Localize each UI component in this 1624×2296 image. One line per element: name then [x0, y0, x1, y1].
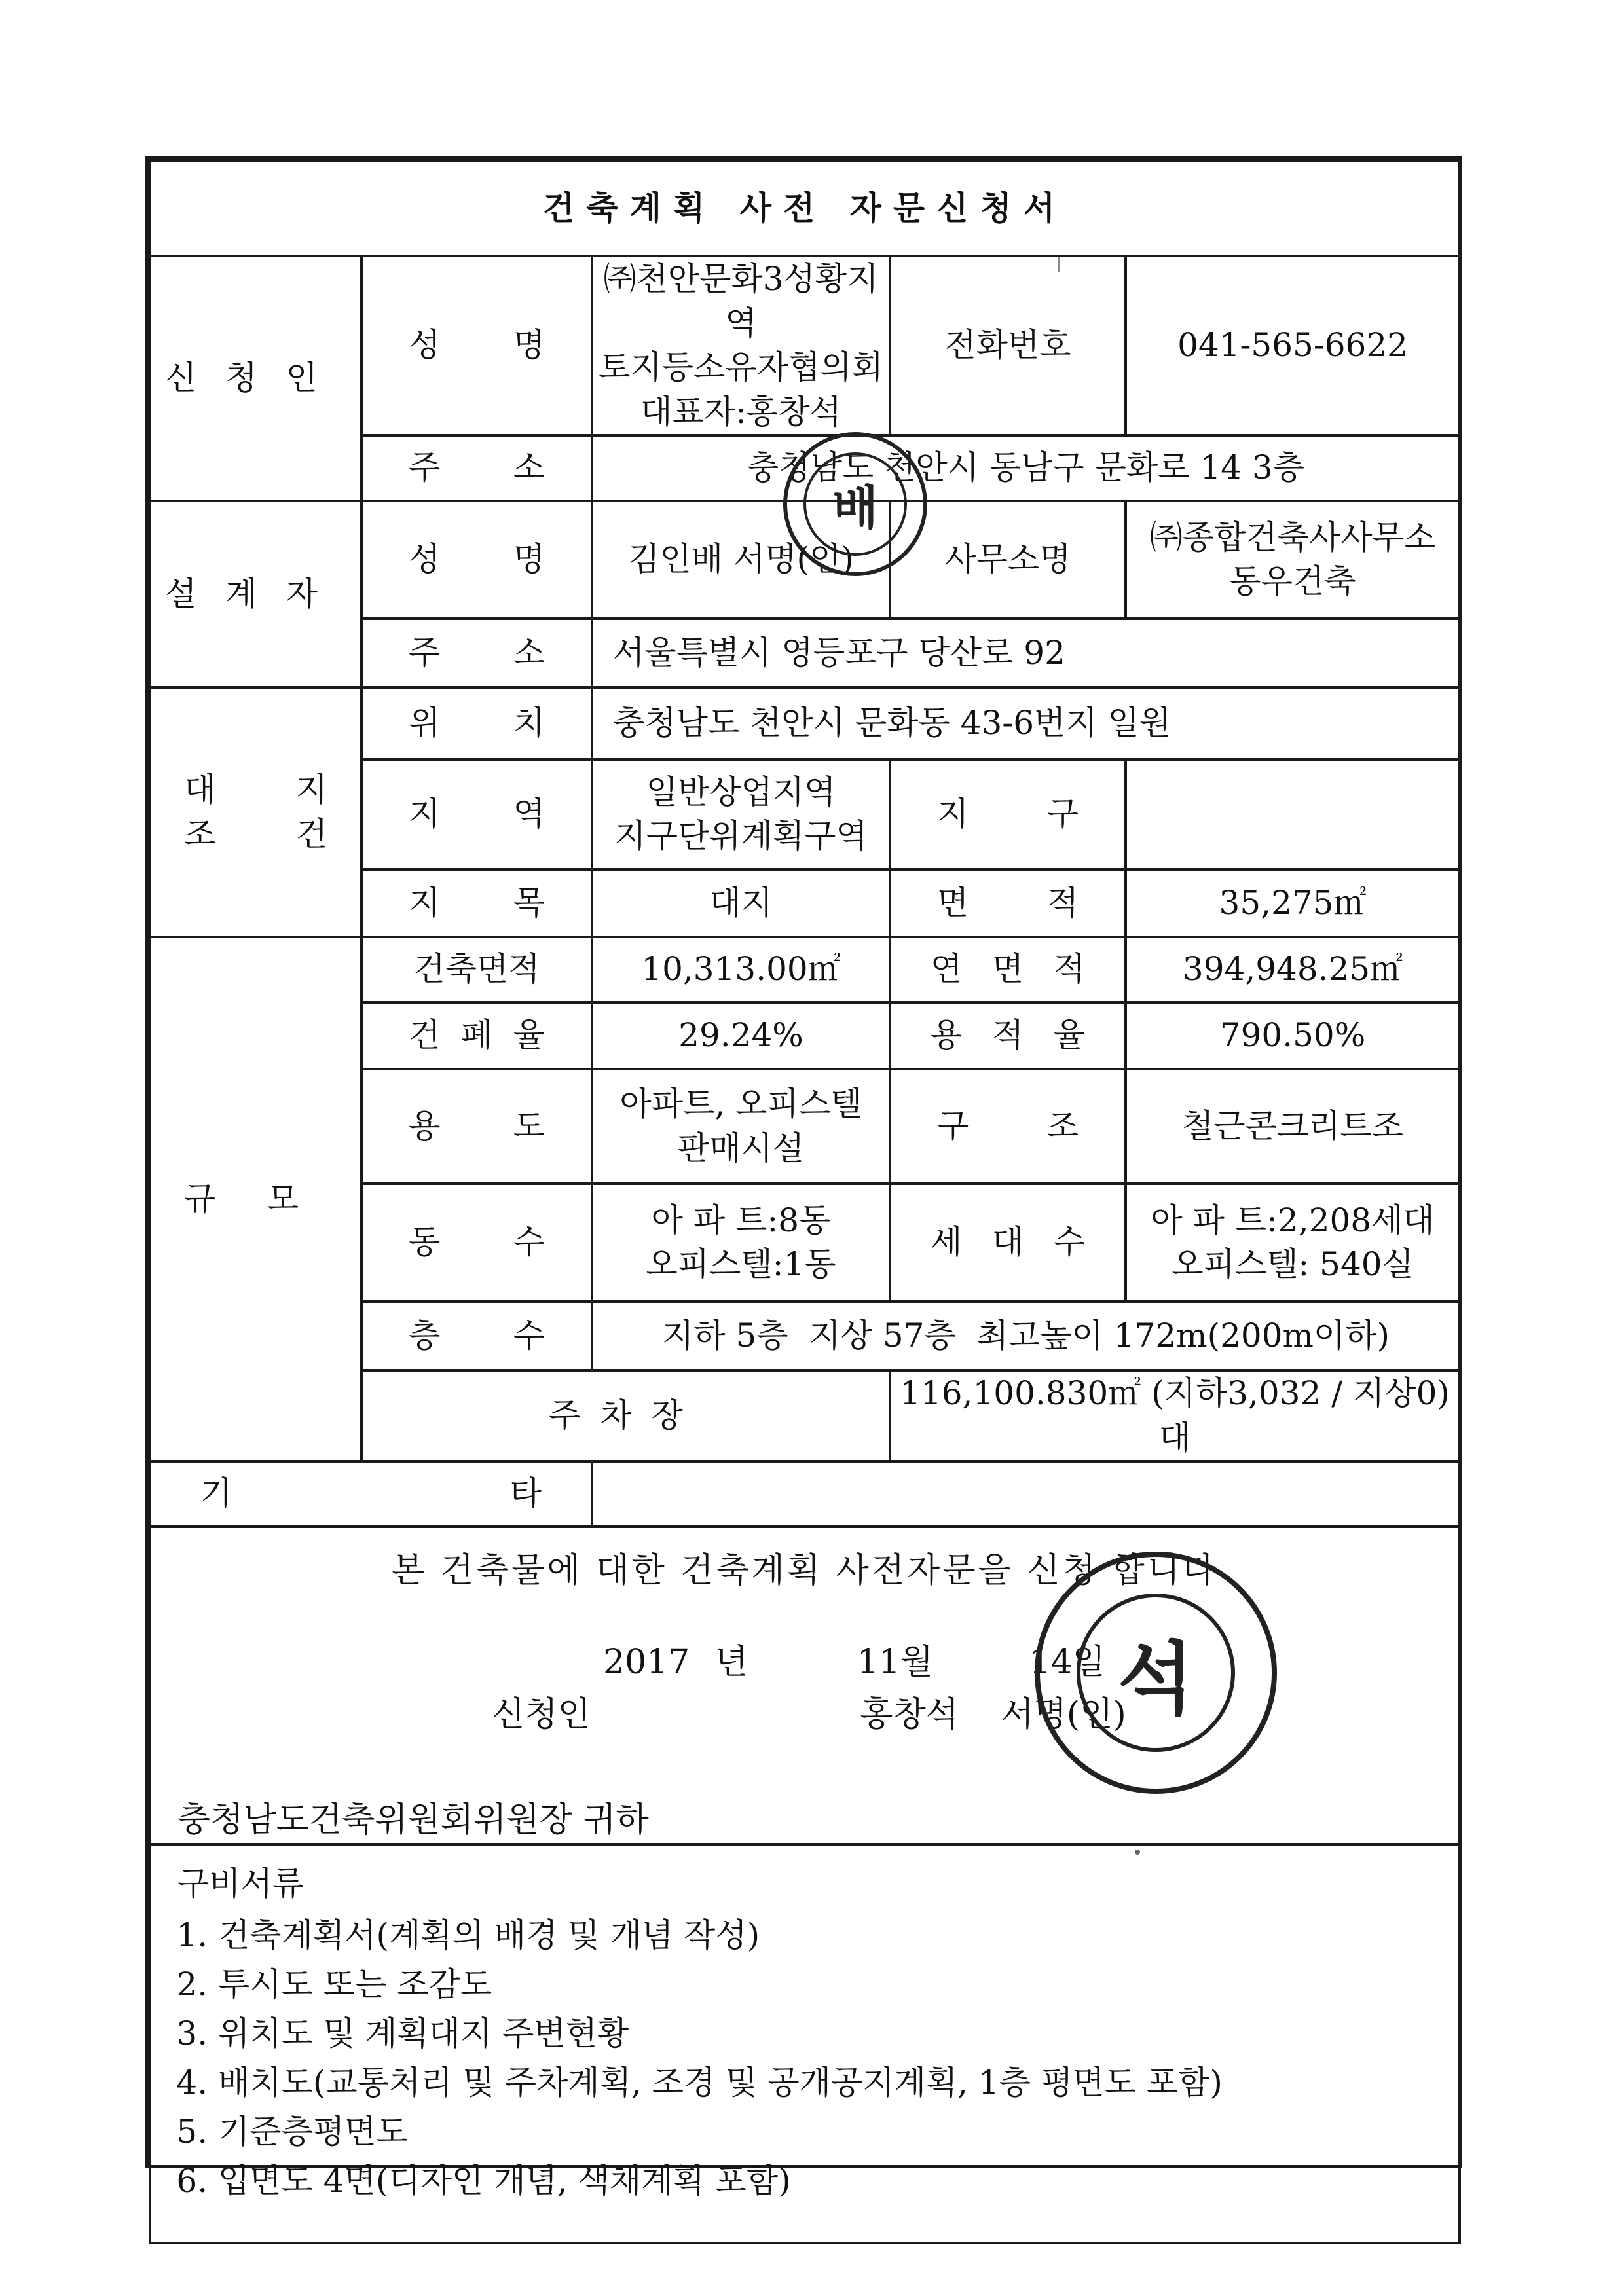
site-area: 35,275㎡ [1126, 869, 1460, 937]
applicant-phone-label: 전화번호 [890, 256, 1126, 435]
applicant-phone: 041-565-6622 [1126, 256, 1460, 435]
documents-heading: 구비서류 [177, 1864, 304, 1903]
buildings: 아 파 트:8동 오피스텔:1동 [592, 1184, 890, 1302]
parking-label: 주차장 [361, 1370, 890, 1461]
designer-seal-stamp [783, 432, 927, 576]
list-item: 4. 배치도(교통처리 및 주차계획, 조경 및 공개공지계획, 1층 평면도 포함) [218, 2058, 1432, 2107]
floors-label: 층 수 [361, 1302, 592, 1370]
parking-value: 116,100.830㎡ (지하3,032 / 지상0)대 [890, 1370, 1460, 1461]
applicant-name: ㈜천안문화3성황지역 토지등소유자협의회 대표자:홍창석 [592, 256, 890, 435]
applicant-category: 신청인 [150, 256, 361, 501]
site-location: 충청남도 천안시 문화동 43-6번지 일원 [592, 687, 1460, 759]
site-district [1126, 759, 1460, 869]
buildings-label: 동 수 [361, 1184, 592, 1302]
designer-category: 설계자 [150, 501, 361, 687]
site-zone: 일반상업지역 지구단위계획구역 [592, 759, 890, 869]
building-area: 10,313.00㎡ [592, 937, 890, 1002]
list-item: 1. 건축계획서(계획의 배경 및 개념 작성) [218, 1911, 1432, 1960]
scale-category: 규 모 [150, 937, 361, 1461]
applicant-address: 충청남도 천안시 동남구 문화로 14 3층 [592, 435, 1460, 501]
list-item: 3. 위치도 및 계획대지 주변현황 [218, 2009, 1432, 2058]
use: 아파트, 오피스텔 판매시설 [592, 1069, 890, 1184]
list-item: 5. 기준층평면도 [218, 2107, 1432, 2157]
designer-address: 서울특별시 영등포구 당산로 92 [592, 619, 1460, 687]
applicant-name-label: 성 명 [361, 256, 592, 435]
designer-office: ㈜종합건축사사무소 동우건축 [1126, 501, 1460, 619]
site-landcat: 대지 [592, 869, 890, 937]
designer-address-label: 주 소 [361, 619, 592, 687]
far-label: 용 적 율 [890, 1002, 1126, 1069]
coverage-label: 건 폐 율 [361, 1002, 592, 1069]
scan-speck [1058, 257, 1060, 272]
structure: 철근콘크리트조 [1126, 1069, 1460, 1184]
declaration-addressee: 충청남도건축위원회위원장 귀하 [177, 1800, 649, 1840]
total-area: 394,948.25㎡ [1126, 937, 1460, 1002]
households: 아 파 트:2,208세대 오피스텔: 540실 [1126, 1184, 1460, 1302]
list-item: 6. 입면도 4면(디자인 개념, 색채계획 포함) [218, 2157, 1432, 2206]
required-documents [150, 1844, 1460, 2243]
applicant-address-label: 주 소 [361, 435, 592, 501]
declaration-applicant: 신청인 홍창석 서명(인) [492, 1695, 1126, 1735]
site-area-label: 면 적 [890, 869, 1126, 937]
other-value [592, 1461, 1460, 1527]
site-landcat-label: 지 목 [361, 869, 592, 937]
documents-list [177, 1911, 1432, 2206]
use-label: 용 도 [361, 1069, 592, 1184]
structure-label: 구 조 [890, 1069, 1126, 1184]
applicant-seal-center: 석 [1077, 1594, 1235, 1752]
households-label: 세 대 수 [890, 1184, 1126, 1302]
designer-name-label: 성 명 [361, 501, 592, 619]
floors: 지하 5층 지상 57층 최고높이 172m(200m이하) [592, 1302, 1460, 1370]
designer-seal-center: 배 [803, 452, 907, 556]
declaration-statement: 본 건축물에 대한 건축계획 사전자문을 신청 합니다 [392, 1551, 1219, 1590]
site-location-label: 위 치 [361, 687, 592, 759]
site-zone-label: 지 역 [361, 759, 592, 869]
total-area-label: 연 면 적 [890, 937, 1126, 1002]
far: 790.50% [1126, 1002, 1460, 1069]
site-category: 대 지 조 건 [150, 687, 361, 937]
designer-name: 김인배 서명(인) [592, 501, 890, 619]
coverage: 29.24% [592, 1002, 890, 1069]
scan-speck [1135, 1850, 1140, 1855]
building-area-label: 건축면적 [361, 937, 592, 1002]
form-title: 건축계획 사전 자문신청서 [150, 160, 1460, 256]
declaration-date: 2017 년 11월 14일 [603, 1643, 1105, 1683]
list-item: 2. 투시도 또는 조감도 [218, 1960, 1432, 2009]
designer-office-label: 사무소명 [890, 501, 1126, 619]
site-district-label: 지 구 [890, 759, 1126, 869]
applicant-seal-stamp [1035, 1552, 1277, 1794]
other-label: 기 타 [150, 1461, 592, 1527]
